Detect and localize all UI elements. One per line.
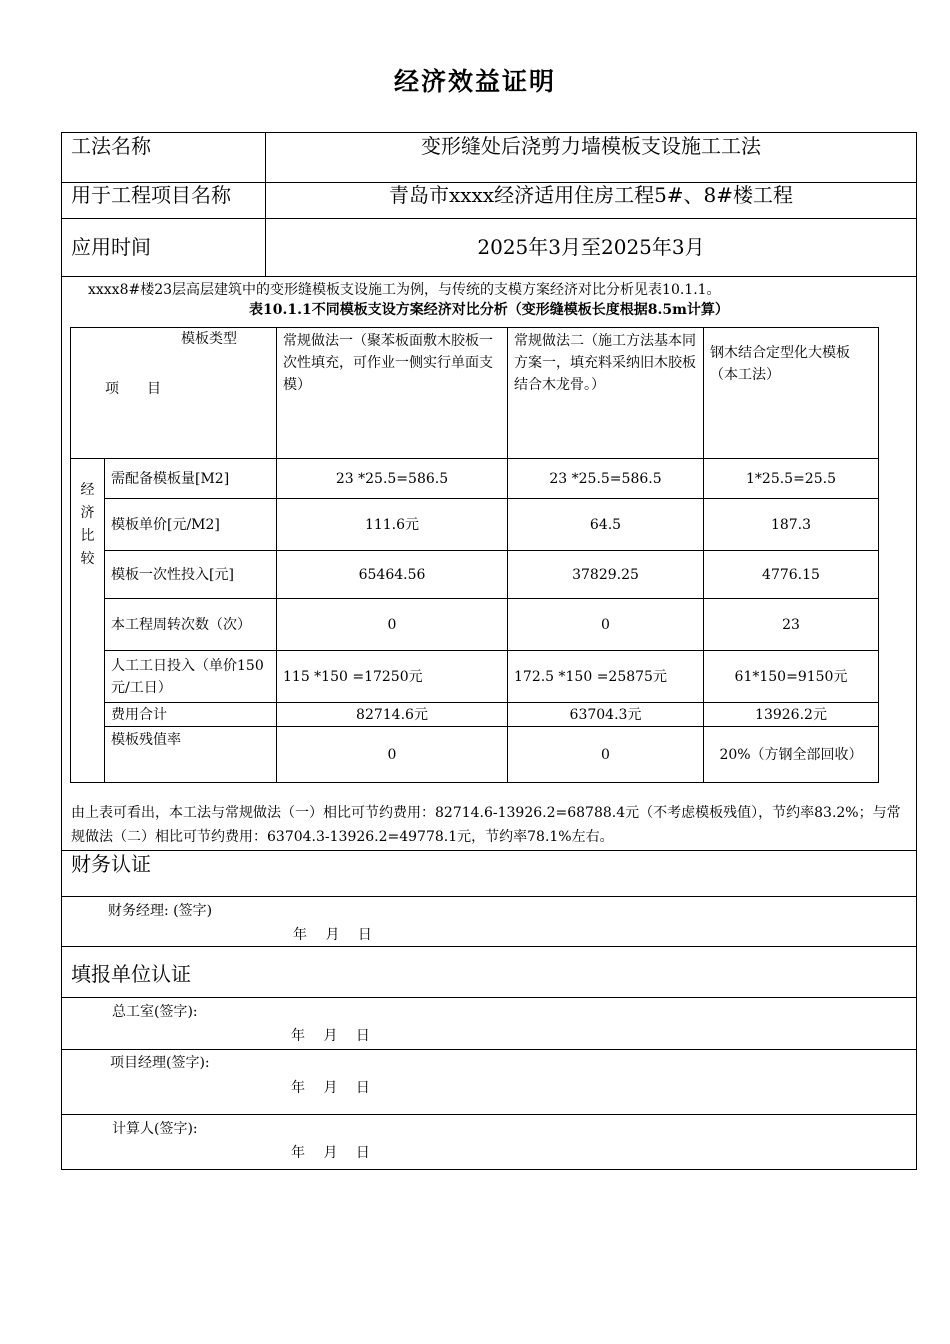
row-label: 模板单价[元/M2]: [105, 499, 277, 551]
corner-cell: [71, 328, 277, 459]
signer-label: 计算人(签字):: [112, 1121, 198, 1137]
finance-title: 财务认证: [71, 852, 151, 876]
signer-row: [61, 1114, 917, 1170]
cell: 37829.25: [508, 551, 704, 599]
cell: 64.5: [508, 499, 704, 551]
conclusion-text: 由上表可看出，本工法与常规做法（一）相比可节约费用：82714.6-13926.2=68788.4元（不考虑模板残值），节约率83.2%；与常规做法（二）相比可节约费用：63704.3-13926.2=49778.1元，节约率78.1%左右。: [71, 805, 901, 845]
cell: 0: [277, 727, 508, 783]
group-label-text: 经济比较: [80, 482, 95, 567]
cell: 23 *25.5=586.5: [508, 459, 704, 499]
finance-sign-row: [61, 896, 917, 947]
signer-row: [61, 997, 917, 1050]
intro-text: xxxx8#楼23层高层建筑中的变形缝模板支设施工为例，与传统的支模方案经济对比分析见表10.1.1。: [88, 282, 721, 298]
column-header-2: 常规做法二（施工方法基本同方案一，填充料采纳旧木胶板结合木龙骨。）: [508, 328, 704, 459]
cell: 61*150=9150元: [704, 651, 879, 703]
cell: 187.3: [704, 499, 879, 551]
header-row-project: [61, 182, 917, 219]
corner-bottom-label: 项 目: [105, 381, 161, 397]
signer-row: [61, 1049, 917, 1115]
signer-date: 年 月 日: [291, 1080, 370, 1096]
cell: 111.6元: [277, 499, 508, 551]
unit-title-row: [61, 946, 917, 998]
cell: 0: [508, 727, 704, 783]
cell: 1*25.5=25.5: [704, 459, 879, 499]
time-label: 应用时间: [62, 218, 266, 276]
cell: 172.5 *150 =25875元: [508, 651, 704, 703]
method-name-label: 工法名称: [62, 133, 266, 182]
cell: 115 *150 =17250元: [277, 651, 508, 703]
project-label: 用于工程项目名称: [62, 182, 266, 218]
signer-date: 年 月 日: [291, 1028, 370, 1044]
project-value: 青岛市xxxx经济适用住房工程5#、8#楼工程: [388, 183, 794, 207]
comparison-table: [70, 327, 879, 783]
header-row-method: [61, 132, 917, 183]
finance-date: 年 月 日: [293, 927, 372, 943]
table-row: [71, 551, 879, 599]
header-row-time: [61, 218, 917, 277]
document-title: 经济效益证明: [393, 67, 556, 96]
row-label: 本工程周转次数（次）: [105, 599, 277, 651]
unit-title: 填报单位认证: [71, 962, 191, 986]
table-row: [71, 727, 879, 783]
cell: 20%（方钢全部回收）: [704, 727, 879, 783]
table-row: [71, 499, 879, 551]
cell: 82714.6元: [277, 703, 508, 727]
cell: 63704.3元: [508, 703, 704, 727]
corner-top-label: 模板类型: [181, 331, 237, 347]
cell: 0: [277, 599, 508, 651]
table-row: [71, 651, 879, 703]
table-header-row: [71, 328, 879, 459]
table-row: [71, 459, 879, 499]
column-header-1: 常规做法一（聚苯板面敷木胶板一次性填充，可作业一侧实行单面支模）: [277, 328, 508, 459]
method-name-value: 变形缝处后浇剪力墙模板支设施工工法: [421, 134, 761, 158]
finance-manager-label: 财务经理: (签字): [108, 903, 213, 919]
group-label: [71, 459, 105, 783]
cell: 23: [704, 599, 879, 651]
signer-label: 项目经理(签字):: [110, 1055, 210, 1071]
time-value: 2025年3月至2025年3月: [477, 235, 705, 259]
row-label: 模板一次性投入[元]: [105, 551, 277, 599]
cell: 23 *25.5=586.5: [277, 459, 508, 499]
row-label: 模板残值率: [105, 727, 277, 783]
row-label: 人工工日投入（单价150元/工日）: [105, 651, 277, 703]
cell: 4776.15: [704, 551, 879, 599]
row-label: 费用合计: [105, 703, 277, 727]
signer-date: 年 月 日: [291, 1145, 370, 1161]
row-label: 需配备模板量[M2]: [105, 459, 277, 499]
table-row: [71, 599, 879, 651]
table-caption: 表10.1.1不同模板支设方案经济对比分析（变形缝模板长度根据8.5m计算）: [249, 302, 729, 318]
cell: 0: [508, 599, 704, 651]
cell: 13926.2元: [704, 703, 879, 727]
column-header-3: 钢木结合定型化大模板（本工法）: [704, 328, 879, 459]
cell: 65464.56: [277, 551, 508, 599]
signer-label: 总工室(签字):: [112, 1004, 198, 1020]
finance-title-row: [61, 850, 917, 897]
table-row: [71, 703, 879, 727]
